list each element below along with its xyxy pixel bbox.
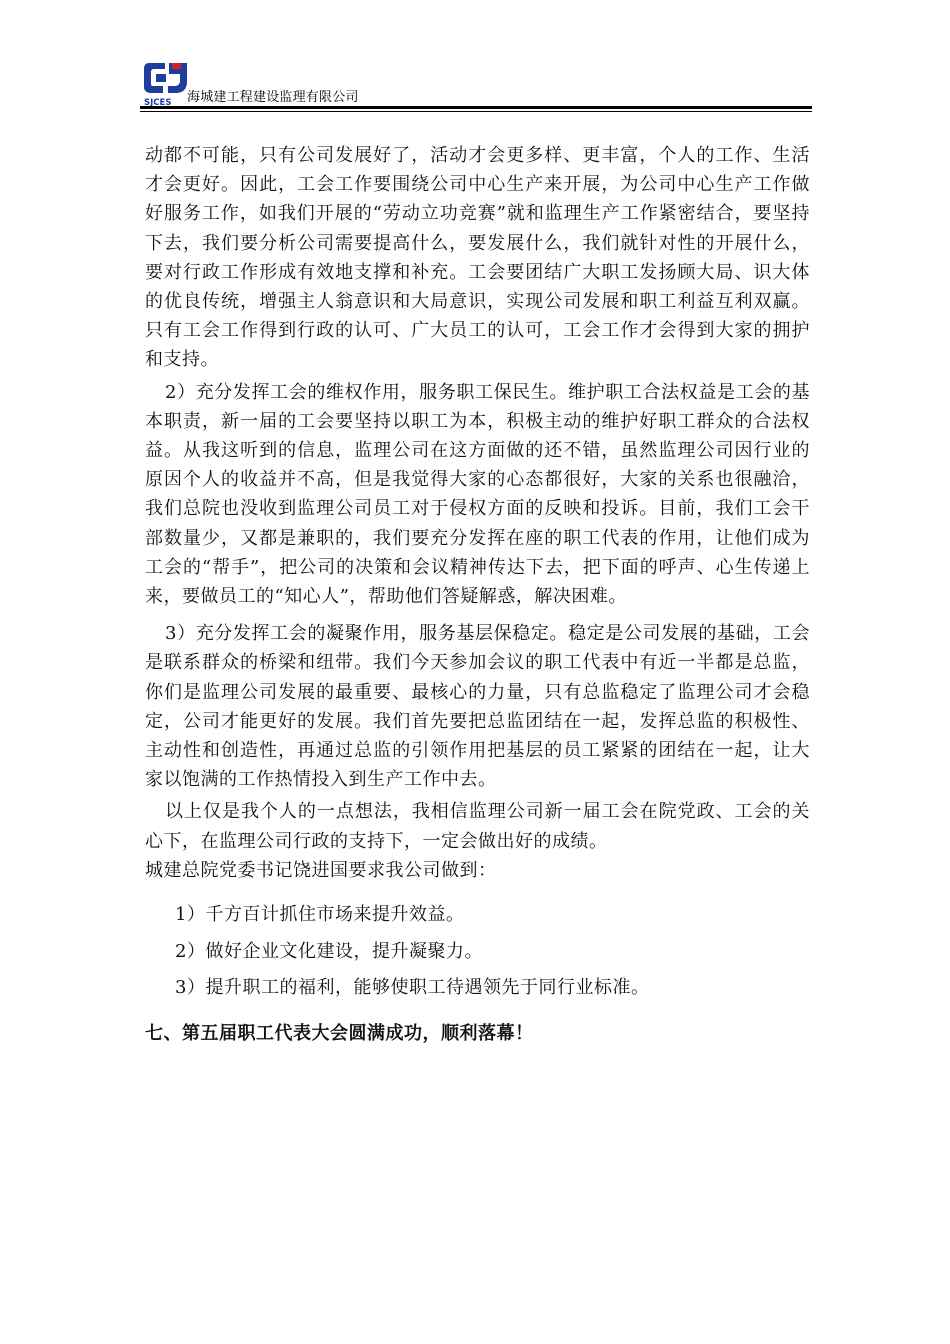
list-item: 2）做好企业文化建设，提升凝聚力。 [175,940,483,962]
paragraph-point-3: 3）充分发挥工会的凝聚作用，服务基层保稳定。稳定是公司发展的基础，工会是联系群众的桥梁和纽带。我们今天参加会议的职工代表中有近一半都是总监，你们是监理公司发展的最重要、最核心的力量，只有总监稳定了监理公司才会稳定，公司才能更好的发展。我们首先要把总监团结在一起，发挥总监的积极性、主动性和创造性，再通过总监的引领作用把基层的员工紧紧的团结在一起，让大家以饱满的工作热情投入到生产工作中去。 [145,623,810,791]
paragraph-requirements-intro: 城建总院党委书记饶进国要求我公司做到： [145,859,497,881]
company-name: 海城建工程建设监理有限公司 [187,90,359,105]
list-item: 3）提升职工的福利，能够使职工待遇领先于同行业标准。 [175,977,650,999]
paragraph-conclusion: 以上仅是我个人的一点想法，我相信监理公司新一届工会在院党政、工会的关心下，在监理公司行政的支持下，一定会做出好的成绩。 [145,801,810,852]
page-header [140,56,812,116]
requirements-list [145,897,810,1007]
logo-text: SJCES [144,98,172,106]
header-rule-thin [140,111,812,112]
paragraph-continued: 动都不可能，只有公司发展好了，活动才会更多样、更丰富，个人的工作、生活才会更好。因此，工会工作要围绕公司中心生产来开展，为公司中心生产工作做好服务工作，如我们开展的“劳动立功竞赛”就和监理生产工作紧密结合，要坚持下去，我们要分析公司需要提高什么，要发展什么，我们就针对性的开展什么，要对行政工作形成有效地支撑和补充。工会要团结广大职工发扬顾大局、识大体的优良传统，增强主人翁意识和大局意识，实现公司发展和职工利益互利双赢。只有工会工作得到行政的认可、广大员工的认可，工会工作才会得到大家的拥护和支持。 [145,145,810,371]
list-item: 1）千方百计抓住市场来提升效益。 [175,904,465,926]
company-logo [143,60,189,106]
document-body [145,141,810,1067]
header-rule-thick [140,106,812,109]
paragraph-point-2: 2）充分发挥工会的维权作用，服务职工保民生。维护职工合法权益是工会的基本职责，新一届的工会要坚持以职工为本，积极主动的维护好职工群众的合法权益。从我这听到的信息，监理公司在这方面做的还不错，虽然监理公司因行业的原因个人的收益并不高，但是我觉得大家的心态都很好，大家的关系也很融洽，我们总院也没收到监理公司员工对于侵权方面的反映和投诉。目前，我们工会干部数量少，又都是兼职的，我们要充分发挥在座的职工代表的作用，让他们成为工会的“帮手”，把公司的决策和会议精神传达下去，把下面的呼声、心生传递上来，要做员工的“知心人”，帮助他们答疑解惑，解决困难。 [145,381,810,608]
closing-heading: 七、第五届职工代表大会圆满成功，顺利落幕！ [145,1022,534,1044]
